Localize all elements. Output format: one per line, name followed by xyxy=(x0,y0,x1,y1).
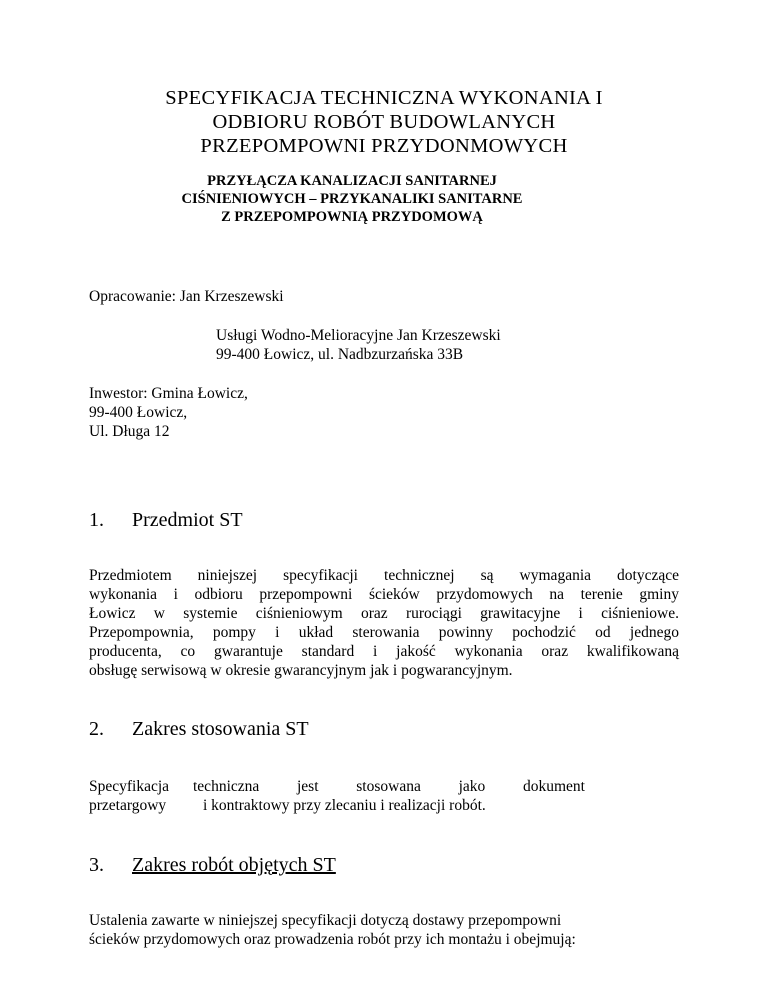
section-number: 2. xyxy=(89,718,104,740)
title-line: ODBIORU ROBÓT BUDOWLANYCH xyxy=(212,111,556,133)
investor-line: Ul. Długa 12 xyxy=(89,423,170,440)
company-address: 99-400 Łowicz, ul. Nadbzurzańska 33B xyxy=(216,346,464,363)
section-1-body xyxy=(89,566,679,680)
investor-line: Inwestor: Gmina Łowicz, xyxy=(89,385,248,402)
subtitle-line: PRZYŁĄCZA KANALIZACJI SANITARNEJ xyxy=(207,173,497,189)
company-name: Usługi Wodno-Melioracyjne Jan Krzeszewski xyxy=(216,327,501,344)
section-number: 1. xyxy=(89,509,104,531)
paragraph-line: Przepompownia, pompy i układ sterowania powinny pochodzić od jednego xyxy=(89,624,679,641)
section-number: 3. xyxy=(89,854,104,876)
author-label: Opracowanie: Jan Krzeszewski xyxy=(89,288,284,305)
document-subtitle xyxy=(0,172,704,226)
section-2-left-col-2: przetargowy xyxy=(89,797,167,814)
investor-line: 99-400 Łowicz, xyxy=(89,404,188,421)
section-1-heading xyxy=(89,508,489,534)
document-title xyxy=(0,86,768,158)
paragraph-line: Łowicz w systemie ciśnieniowym oraz rurociągi grawitacyjne i ciśnieniowe. xyxy=(89,605,679,622)
section-title: Przedmiot ST xyxy=(132,509,243,531)
title-line: PRZEPOMPOWNI PRZYDONMOWYCH xyxy=(200,135,568,157)
section-2-heading xyxy=(89,717,489,743)
paragraph-line: ścieków przydomowych oraz prowadzenia robót przy ich montażu i obejmują: xyxy=(89,931,576,948)
subtitle-line: Z PRZEPOMPOWNIĄ PRZYDOMOWĄ xyxy=(221,209,483,225)
paragraph-line: obsługę serwisową w okresie gwarancyjnym jak i pogwarancyjnym. xyxy=(89,662,513,679)
paragraph-line: Ustalenia zawarte w niniejszej specyfikacji dotyczą dostawy przepompowni xyxy=(89,912,562,929)
section-2-left-col-1: Specyfikacja xyxy=(89,778,170,795)
section-3-heading xyxy=(89,853,489,879)
subtitle-line: CIŚNIENIOWYCH – PRZYKANALIKI SANITARNE xyxy=(181,191,523,207)
section-title: Zakres stosowania ST xyxy=(132,718,309,740)
paragraph-line: producenta, co gwarantuje standard i jakość wykonania oraz kwalifikowaną xyxy=(89,643,679,660)
section-2-right-line-1: techniczna jest stosowana jako dokument xyxy=(193,778,585,795)
section-title: Zakres robót objętych ST xyxy=(132,854,336,876)
section-2-right-line-2: i kontraktowy przy zlecaniu i realizacji robót. xyxy=(203,797,486,814)
paragraph-line: Przedmiotem niniejszej specyfikacji technicznej są wymagania dotyczące xyxy=(89,567,679,584)
title-line: SPECYFIKACJA TECHNICZNA WYKONANIA I xyxy=(165,87,603,109)
paragraph-line: wykonania i odbioru przepompowni ścieków przydomowych na terenie gminy xyxy=(89,586,679,603)
